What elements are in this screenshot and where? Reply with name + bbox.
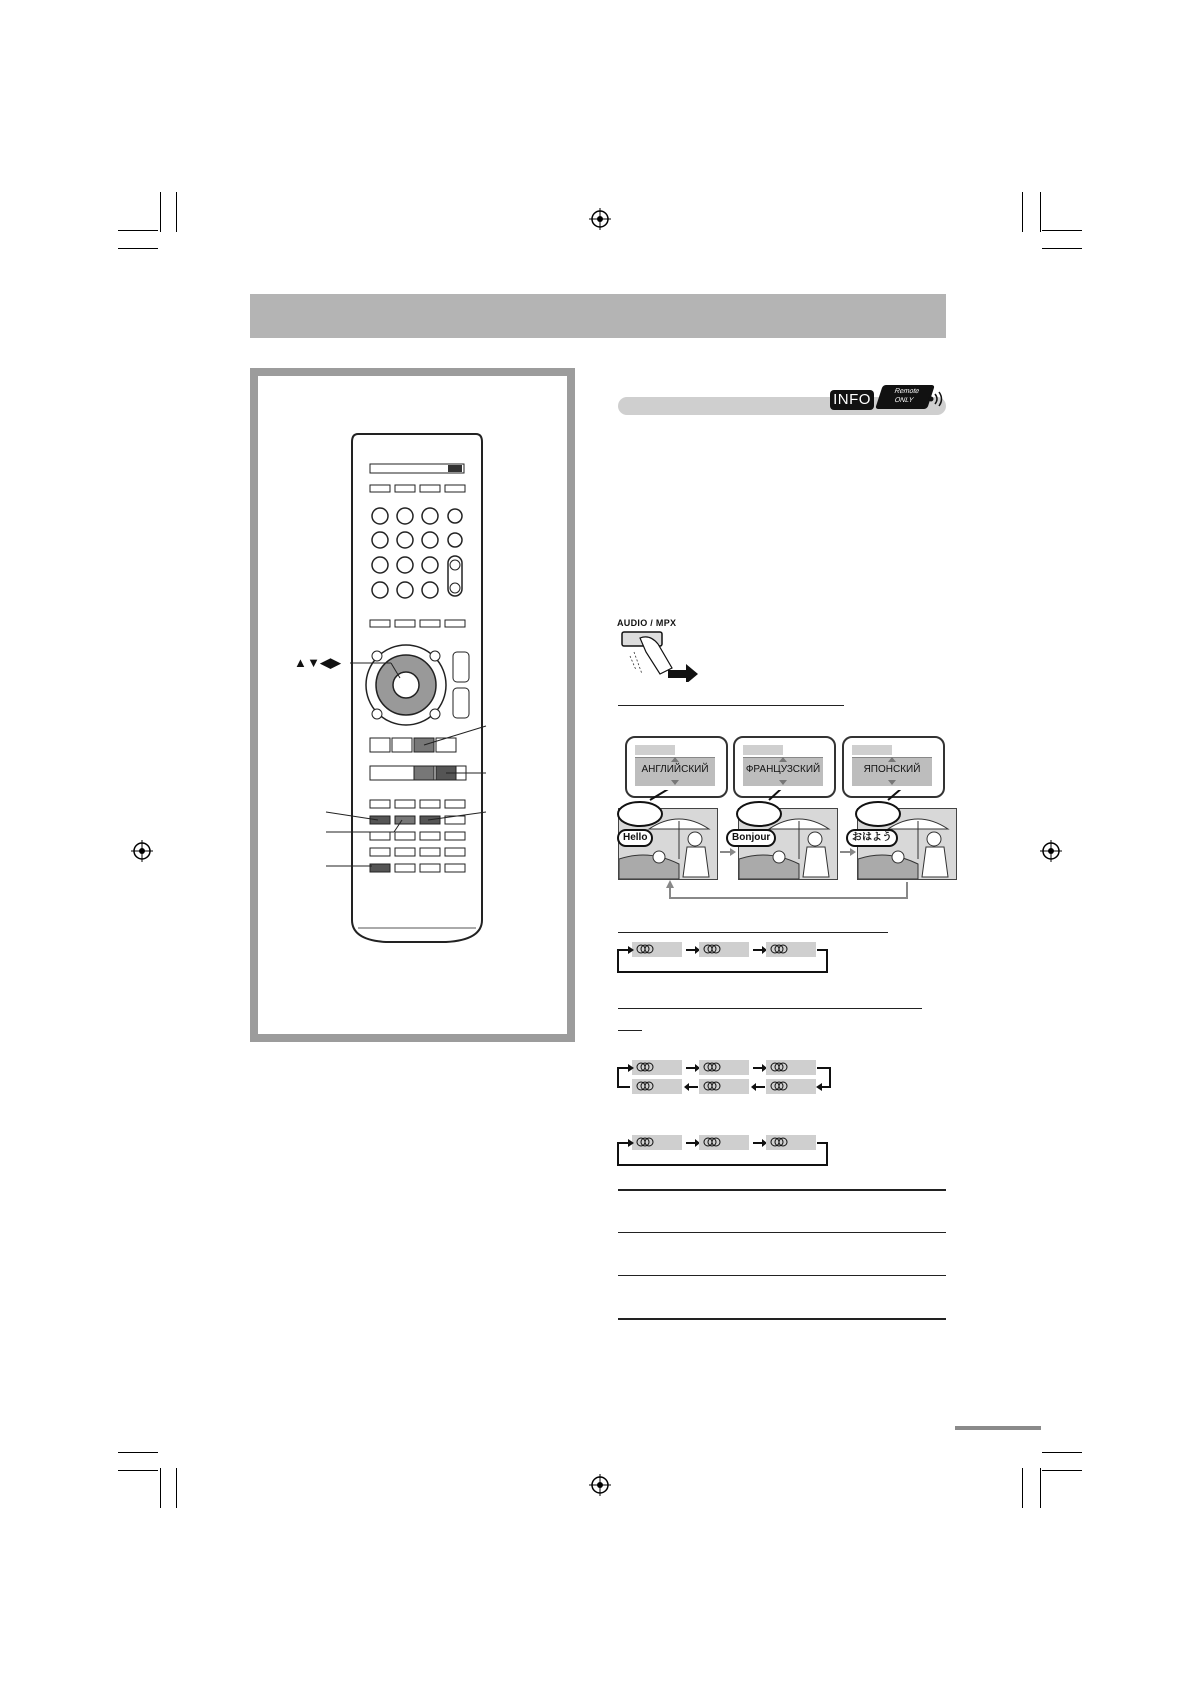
- down-arrow-icon: [779, 780, 787, 785]
- language-display-card: [733, 736, 836, 798]
- crop-mark: [1022, 192, 1023, 232]
- crop-mark: [118, 1470, 158, 1471]
- down-arrow-icon: [888, 780, 896, 785]
- table-rule: [618, 1275, 946, 1276]
- remote-control-illustration: [296, 420, 496, 950]
- crop-mark: [160, 192, 161, 232]
- speech-bubble: Bonjour: [726, 829, 776, 847]
- language-display-card: [625, 736, 728, 798]
- language-name: АНГЛИЙСКИЙ: [641, 764, 709, 775]
- table-rule: [618, 1232, 946, 1233]
- registration-mark-icon: [589, 1474, 611, 1496]
- crop-mark: [118, 1452, 158, 1453]
- crop-mark: [1040, 1468, 1041, 1508]
- registration-mark-icon: [1040, 840, 1062, 862]
- divider-line: [618, 705, 844, 706]
- audio-display-strip: [743, 745, 783, 755]
- table-rule: [618, 1318, 946, 1320]
- crop-mark: [118, 230, 158, 231]
- remote-only-badge: [875, 385, 935, 409]
- remote-only-line2: ONLY: [893, 397, 915, 404]
- audio-display-strip: [635, 745, 675, 755]
- scene-callouts: [612, 790, 962, 910]
- crop-mark: [118, 248, 158, 249]
- up-arrow-icon: [671, 757, 679, 762]
- crop-mark: [1022, 1468, 1023, 1508]
- remote-only-line1: Remote: [893, 388, 921, 395]
- crop-mark: [1040, 192, 1041, 232]
- speech-bubble: おはよう: [846, 829, 898, 847]
- crop-mark: [1042, 230, 1082, 231]
- page-number-bar: [955, 1426, 1041, 1430]
- crop-mark: [176, 1468, 177, 1508]
- audio-mpx-label: AUDIO / MPX: [617, 618, 677, 628]
- remote-signal-icon: [928, 390, 946, 408]
- sequence-loop-line: [612, 940, 832, 976]
- crop-mark: [176, 192, 177, 232]
- section-header-bar: [250, 294, 946, 338]
- language-name: ФРАНЦУЗСКИЙ: [745, 764, 821, 775]
- registration-mark-icon: [131, 840, 153, 862]
- up-arrow-icon: [888, 757, 896, 762]
- audio-mpx-press-illustration[interactable]: [620, 630, 710, 682]
- registration-mark-icon: [589, 208, 611, 230]
- audio-display-strip: [852, 745, 892, 755]
- language-name: ЯПОНСКИЙ: [863, 764, 921, 775]
- sequence-loop-line: [612, 1058, 842, 1098]
- divider-line: [618, 932, 888, 933]
- down-arrow-icon: [671, 780, 679, 785]
- up-arrow-icon: [779, 757, 787, 762]
- crop-mark: [1042, 248, 1082, 249]
- cursor-buttons-label: ▲▼◀▶: [294, 655, 341, 670]
- language-display-card: [842, 736, 945, 798]
- divider-line: [618, 1030, 642, 1031]
- crop-mark: [160, 1468, 161, 1508]
- crop-mark: [1042, 1470, 1082, 1471]
- speech-bubble: Hello: [617, 829, 653, 847]
- crop-mark: [1042, 1452, 1082, 1453]
- table-rule: [618, 1189, 946, 1191]
- sequence-loop-line: [612, 1133, 832, 1169]
- divider-line: [618, 1008, 922, 1009]
- info-badge: INFO: [830, 390, 874, 410]
